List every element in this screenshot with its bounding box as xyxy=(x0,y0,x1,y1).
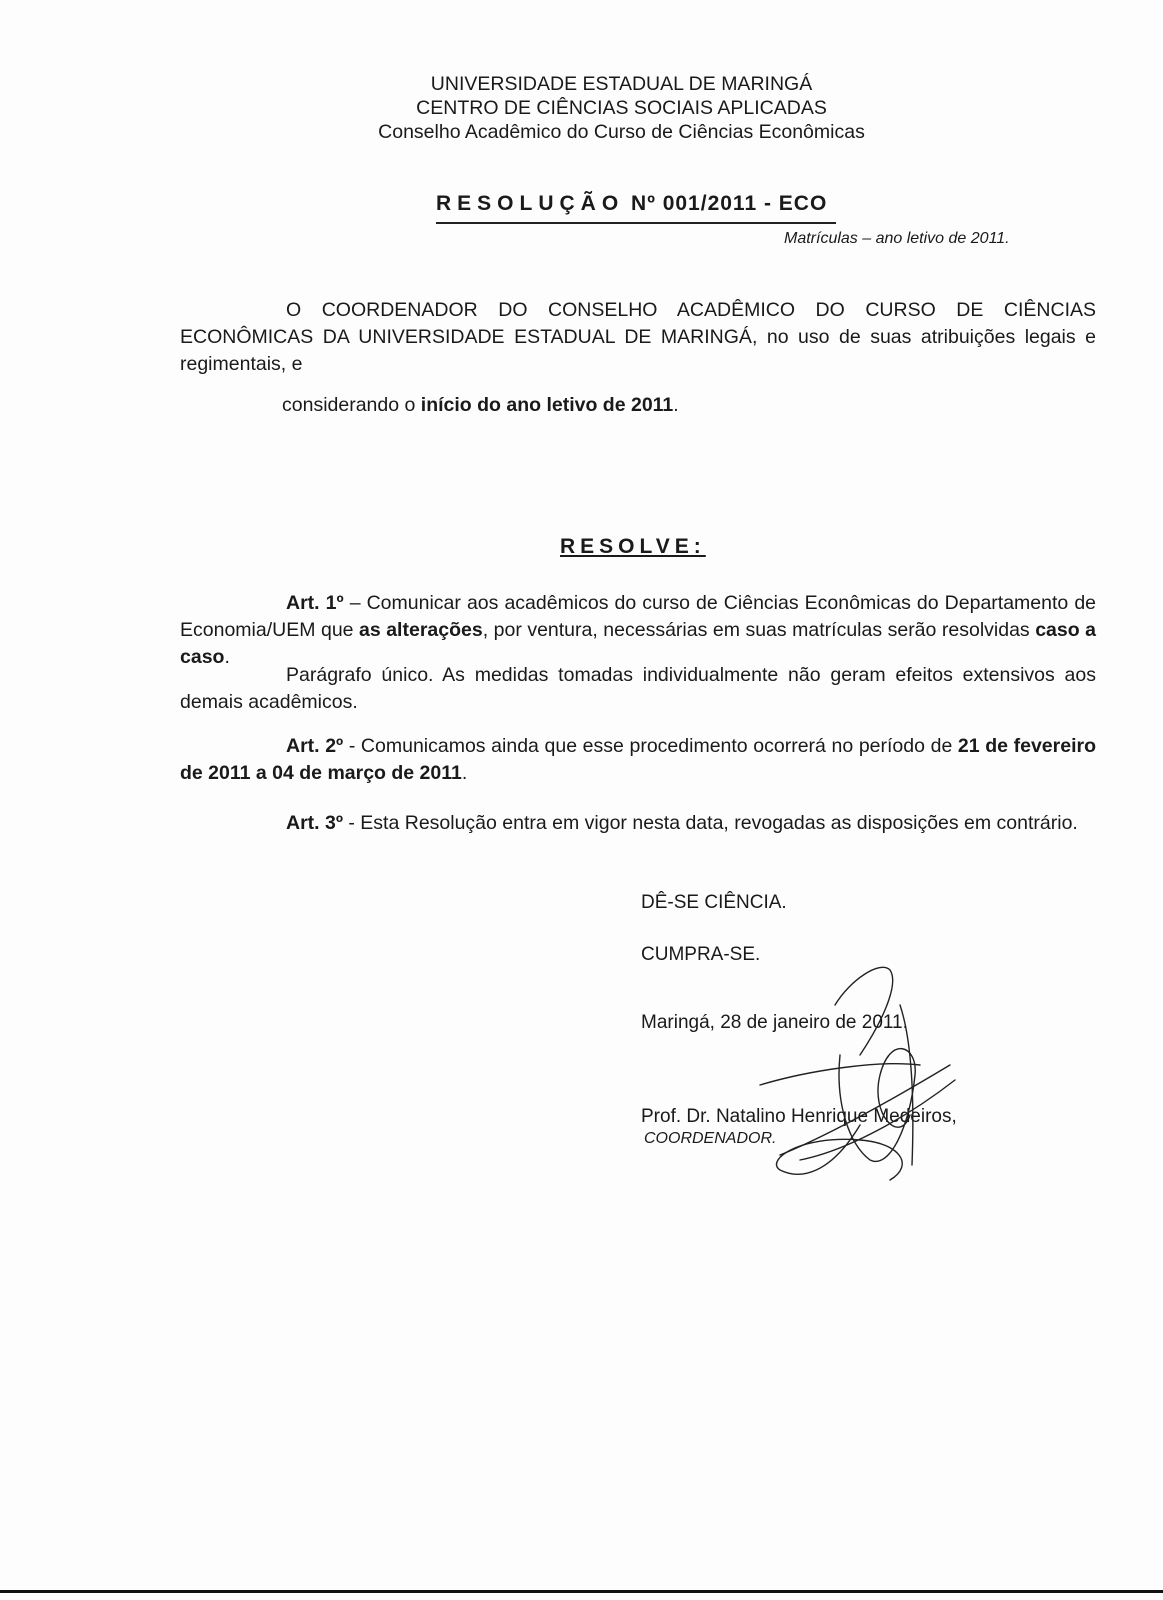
article-3-text-a: - Esta Resolução entra em vigor nesta data, revogadas as disposições em contrário. xyxy=(342,812,1078,834)
preamble-text: O COORDENADOR DO CONSELHO ACADÊMICO DO CURSO DE CIÊNCIAS ECONÔMICAS DA UNIVERSIDADE ESTADUAL DE MARINGÁ, no uso de suas atribuições legais e regimentais, e xyxy=(180,299,1096,375)
article-2-label: Art. 2º xyxy=(286,735,344,757)
article-1-text-c: . xyxy=(224,646,230,668)
resolution-label: RESOLUÇÃO xyxy=(436,192,625,215)
letterhead xyxy=(0,72,1163,144)
article-1-text-a: – Comunicar aos acadêmicos do curso de Ciências Econômicas do Departamento de Economia/UEM que xyxy=(180,592,1097,641)
article-2-bold-a: 21 de fevereiro de 2011 a 04 de março de 2011 xyxy=(180,735,1097,784)
university-name: UNIVERSIDADE ESTADUAL DE MARINGÁ xyxy=(430,73,813,95)
article-2-text-a: - Comunicamos ainda que esse procedimento ocorrerá no período de xyxy=(343,735,958,757)
considering-prefix: considerando o xyxy=(282,394,421,416)
considering-bold: início do ano letivo de 2011 xyxy=(420,394,674,416)
considering-paragraph xyxy=(282,392,1082,419)
resolution-subject: Matrículas – ano letivo de 2011. xyxy=(784,230,1010,247)
signature-stroke xyxy=(780,1065,950,1155)
place-date: Maringá, 28 de janeiro de 2011. xyxy=(641,1012,908,1033)
signature-stroke xyxy=(900,1005,913,1165)
closing-line-1: DÊ-SE CIÊNCIA. xyxy=(641,892,787,913)
considering-suffix: . xyxy=(673,394,679,416)
resolution-number: Nº 001/2011 - ECO xyxy=(631,192,828,215)
signature-stroke xyxy=(777,1125,903,1180)
article-1-bold-b: caso a caso xyxy=(180,619,1096,668)
signature-stroke xyxy=(760,1064,920,1085)
signer-name: Prof. Dr. Natalino Henrique Medeiros, xyxy=(641,1106,957,1127)
article-1-bold-a: as alterações xyxy=(359,619,483,641)
scan-bottom-edge xyxy=(0,1590,1163,1593)
preamble-paragraph xyxy=(180,297,1096,378)
title-underline xyxy=(436,222,836,224)
article-3 xyxy=(180,810,1096,837)
article-2-text-b: . xyxy=(461,762,468,784)
resolution-title xyxy=(436,192,827,216)
article-1 xyxy=(180,590,1096,671)
article-1-label: Art. 1º xyxy=(286,592,344,614)
center-name: CENTRO DE CIÊNCIAS SOCIAIS APLICADAS xyxy=(416,97,827,119)
signature-stroke xyxy=(835,967,893,1055)
resolve-heading: RESOLVE: xyxy=(560,535,706,558)
signature-stroke xyxy=(839,1049,915,1162)
council-name: Conselho Acadêmico do Curso de Ciências Econômicas xyxy=(378,121,865,143)
article-1-text-b: , por ventura, necessárias em suas matrículas serão resolvidas xyxy=(482,619,1036,641)
article-1-paragraph: Parágrafo único. As medidas tomadas individualmente não geram efeitos extensivos aos demais acadêmicos. xyxy=(180,664,1096,713)
article-2 xyxy=(180,733,1096,787)
signer-role: COORDENADOR. xyxy=(644,1130,777,1147)
closing-line-2: CUMPRA-SE. xyxy=(641,944,761,965)
article-3-label: Art. 3º xyxy=(286,812,343,834)
handwritten-signature xyxy=(740,965,980,1195)
